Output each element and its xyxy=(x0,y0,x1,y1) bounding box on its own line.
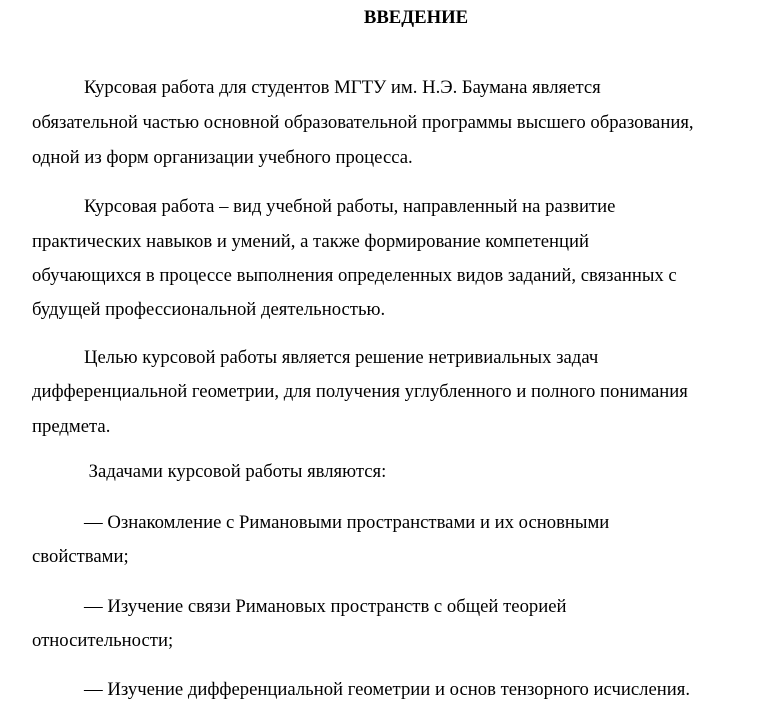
text-line: будущей профессиональной деятельностью. xyxy=(32,299,386,320)
text-line: дифференциальной геометрии, для получения углубленного и полного понимания xyxy=(32,381,688,402)
text-line: относительности; xyxy=(32,630,174,651)
text-line: Задачами курсовой работы являются: xyxy=(84,461,387,482)
text-line: свойствами; xyxy=(32,546,129,567)
page-title: ВВЕДЕНИЕ xyxy=(363,7,469,28)
text-line: Целью курсовой работы является решение нетривиальных задач xyxy=(84,347,599,368)
text-line: обязательной частью основной образовательной программы высшего образования, xyxy=(32,112,694,133)
text-line: Курсовая работа – вид учебной работы, направленный на развитие xyxy=(84,196,616,217)
text-line: — Изучение дифференциальной геометрии и основ тензорного исчисления. xyxy=(84,679,691,700)
text-line: — Изучение связи Римановых пространств с общей теорией xyxy=(84,596,567,617)
text-line: Курсовая работа для студентов МГТУ им. Н.Э. Баумана является xyxy=(84,77,601,98)
text-line: одной из форм организации учебного процесса. xyxy=(32,147,413,168)
text-line: — Ознакомление с Римановыми пространствами и их основными xyxy=(84,512,610,533)
text-line: практических навыков и умений, а также формирование компетенций xyxy=(32,231,590,252)
text-line: предмета. xyxy=(32,416,111,437)
text-line: обучающихся в процессе выполнения определенных видов заданий, связанных с xyxy=(32,265,677,286)
